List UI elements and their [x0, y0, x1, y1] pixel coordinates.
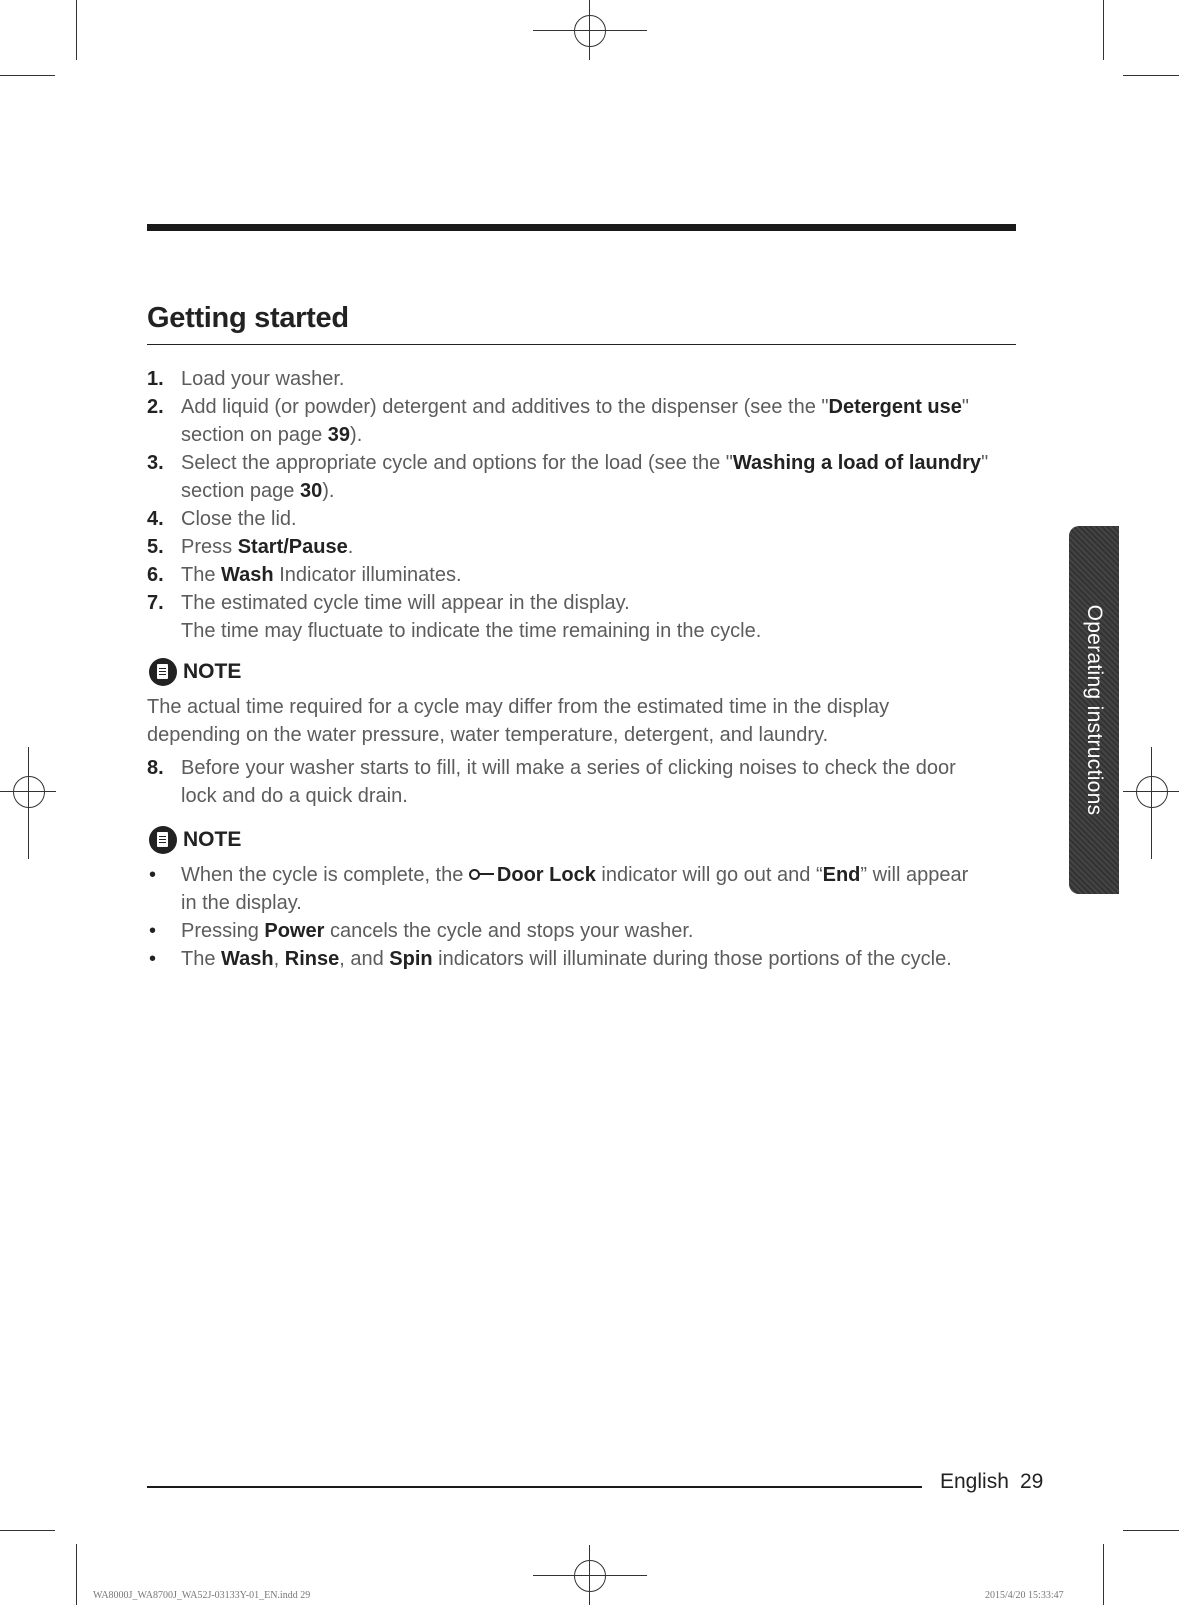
step-3: 3. Select the appropriate cycle and options for the load (see the "Washing a load of laundry" — [147, 452, 989, 474]
step-2: 2. Add liquid (or powder) detergent and additives to the dispenser (see the "Detergent use" — [147, 396, 969, 418]
print-slug-file: WA8000J_WA8700J_WA52J-03133Y-01_EN.indd 29 — [93, 1590, 311, 1601]
note-document-icon — [149, 658, 177, 686]
step-8: 8. Before your washer starts to fill, it will make a series of clicking noises to check the door — [147, 757, 956, 779]
key-icon — [469, 869, 495, 879]
footer-language: English — [940, 1470, 1009, 1493]
note-1-text-continued: depending on the water pressure, water temperature, detergent, and laundry. — [147, 724, 829, 746]
note-2-bullet-1: • When the cycle is complete, the Door Lock indicator will go out and “End” will appear — [149, 864, 969, 886]
side-tab-label: Operating instructions — [1083, 604, 1106, 816]
section-title: Getting started — [147, 302, 349, 334]
page-number: 29 — [1020, 1470, 1044, 1493]
step-1: 1. Load your washer. — [147, 368, 345, 390]
note-2-bullet-2: • Pressing Power cancels the cycle and stops your washer. — [149, 920, 694, 942]
footer-rule — [147, 1486, 922, 1488]
step-4: 4. Close the lid. — [147, 508, 297, 530]
step-7-continued: The time may fluctuate to indicate the time remaining in the cycle. — [181, 620, 762, 642]
step-6: 6. The Wash Indicator illuminates. — [147, 564, 462, 586]
step-7: 7. The estimated cycle time will appear in the display. — [147, 592, 630, 614]
step-5: 5. Press Start/Pause. — [147, 536, 354, 558]
side-tab — [1069, 526, 1119, 894]
note-2-bullet-1-continued: in the display. — [181, 892, 302, 914]
title-rule — [147, 344, 1016, 345]
step-8-continued: lock and do a quick drain. — [181, 785, 408, 807]
note-heading-1: NOTE — [149, 658, 241, 686]
step-2-continued: section on page 39). — [181, 424, 363, 446]
top-rule — [147, 224, 1016, 231]
note-1-text: The actual time required for a cycle may differ from the estimated time in the display — [147, 696, 890, 718]
note-heading-2: NOTE — [149, 826, 241, 854]
print-slug-date: 2015/4/20 15:33:47 — [985, 1590, 1064, 1601]
note-document-icon — [149, 826, 177, 854]
note-2-bullet-3: • The Wash, Rinse, and Spin indicators will illuminate during those portions of the cycle. — [149, 948, 952, 970]
step-3-continued: section page 30). — [181, 480, 335, 502]
